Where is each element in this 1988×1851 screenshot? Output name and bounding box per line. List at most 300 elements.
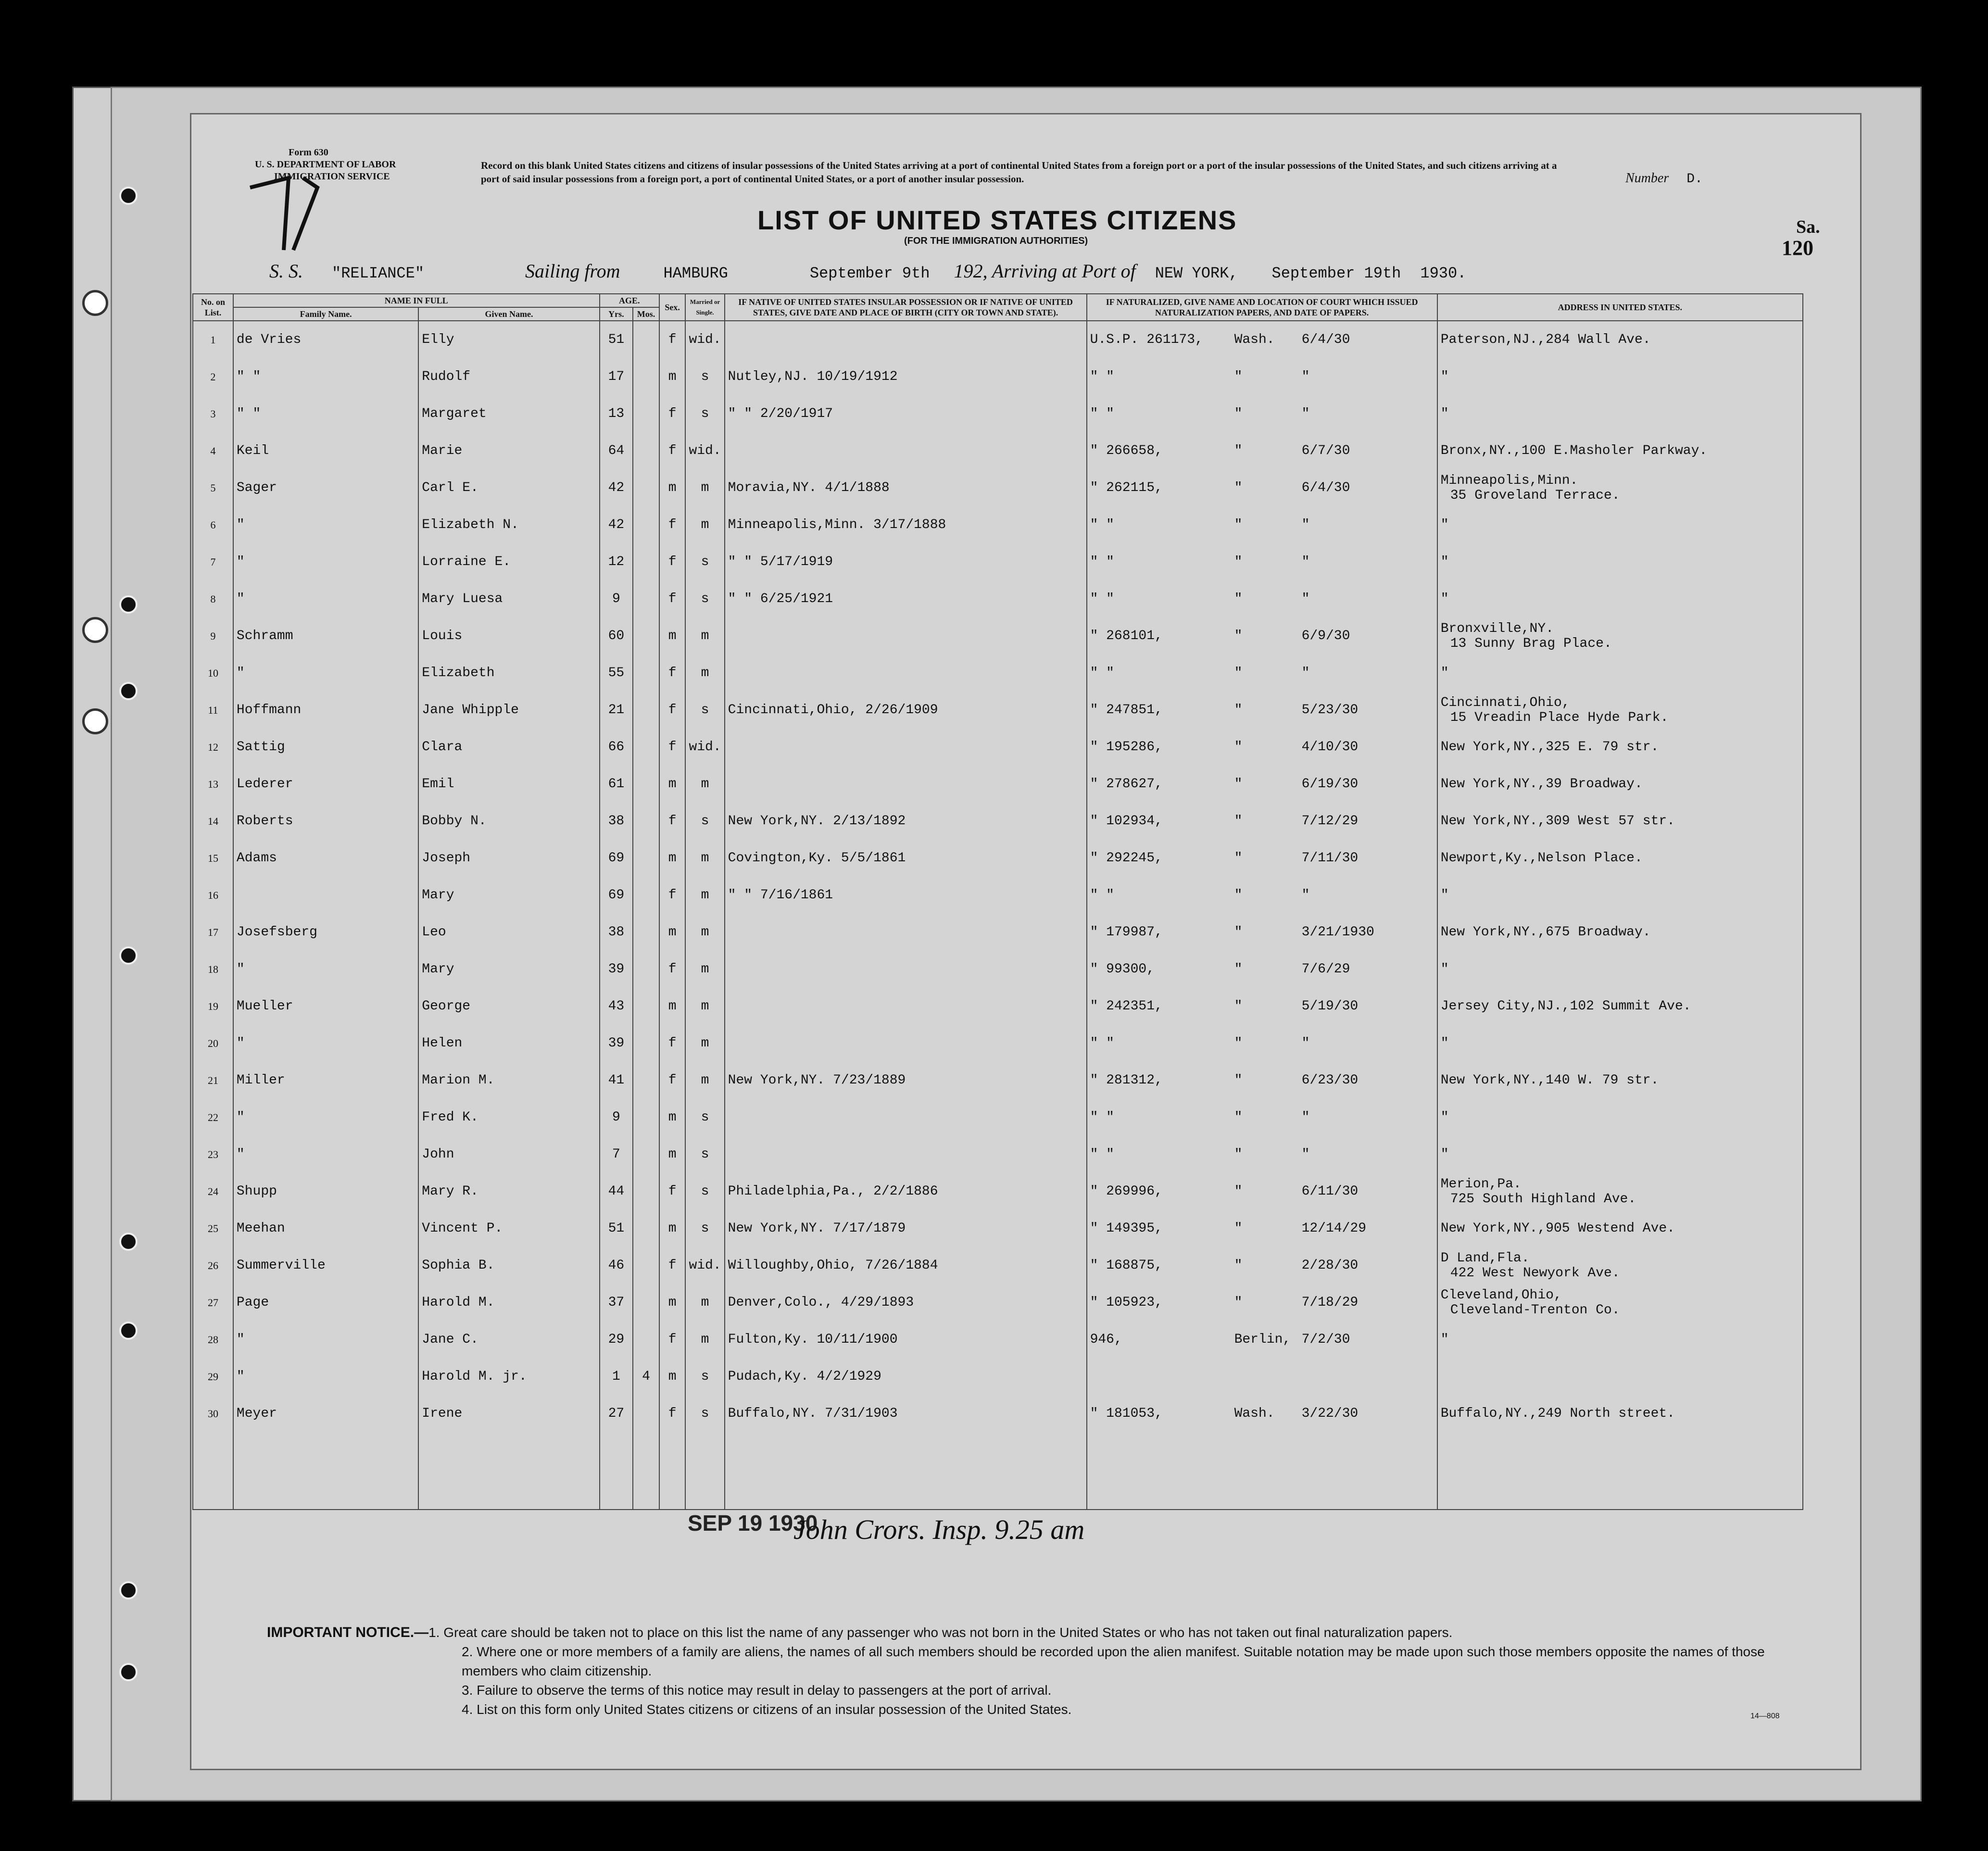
naturalization xyxy=(1087,432,1437,469)
to-port: NEW YORK, xyxy=(1155,264,1238,282)
birth-place-date: Willoughby,Ohio, 7/26/1884 xyxy=(725,1247,1087,1284)
us-address xyxy=(1437,1284,1803,1321)
nat-date: " xyxy=(1301,1110,1310,1125)
table-row xyxy=(193,321,1803,358)
table-row xyxy=(193,543,1803,580)
nat-no: " 262115, xyxy=(1090,480,1163,495)
naturalization xyxy=(1087,358,1437,395)
table-row xyxy=(193,951,1803,988)
nat-no: " " xyxy=(1090,666,1114,680)
binder-hole xyxy=(82,290,108,316)
age-months xyxy=(633,803,659,840)
family-name xyxy=(233,877,418,914)
number-value: D. xyxy=(1686,172,1703,187)
family-name: Sager xyxy=(233,469,418,506)
sex: m xyxy=(659,469,686,506)
naturalization xyxy=(1087,395,1437,432)
sex: m xyxy=(659,358,686,395)
us-address xyxy=(1437,655,1803,692)
age-months xyxy=(633,543,659,580)
family-name: Miller xyxy=(233,1062,418,1099)
signature-text: John Crors. Insp. 9.25 am xyxy=(793,1514,1085,1545)
table-row xyxy=(193,358,1803,395)
nat-court: " xyxy=(1234,1036,1243,1051)
given-name: Bobby N. xyxy=(418,803,599,840)
family-name: Hoffmann xyxy=(233,692,418,729)
us-address xyxy=(1437,803,1803,840)
nat-date: 12/14/29 xyxy=(1301,1221,1366,1236)
nat-court: " xyxy=(1234,740,1243,755)
given-name: Louis xyxy=(418,617,599,655)
table-row xyxy=(193,988,1803,1025)
address-line-1: " xyxy=(1440,666,1449,680)
nat-date: " xyxy=(1301,1147,1310,1162)
given-name: Helen xyxy=(418,1025,599,1062)
age-months xyxy=(633,432,659,469)
address-line-1: D Land,Fla. xyxy=(1440,1250,1530,1266)
age-months xyxy=(633,469,659,506)
given-name: Mary R. xyxy=(418,1173,599,1210)
row-number: 27 xyxy=(193,1284,233,1321)
blank-cell xyxy=(725,1432,1087,1510)
row-number: 18 xyxy=(193,951,233,988)
age-years: 46 xyxy=(600,1247,633,1284)
nat-date: 6/7/30 xyxy=(1301,443,1350,458)
age-years: 39 xyxy=(600,951,633,988)
us-address xyxy=(1437,543,1803,580)
table-row xyxy=(193,692,1803,729)
naturalization xyxy=(1087,729,1437,766)
arriving-label: , Arriving at Port of xyxy=(982,260,1136,282)
table-row xyxy=(193,1247,1803,1284)
family-name: Adams xyxy=(233,840,418,877)
sex: f xyxy=(659,506,686,543)
nat-date: 3/22/30 xyxy=(1301,1406,1359,1421)
nat-no: " 278627, xyxy=(1090,777,1163,792)
notice-item xyxy=(267,1642,1806,1681)
naturalization xyxy=(1087,506,1437,543)
nat-court: Wash. xyxy=(1234,332,1275,347)
nat-date: " xyxy=(1301,592,1310,606)
blank-row xyxy=(193,1432,1803,1510)
age-months xyxy=(633,1136,659,1173)
marital-status: s xyxy=(685,692,724,729)
family-name: de Vries xyxy=(233,321,418,358)
nat-court: " xyxy=(1234,443,1243,458)
table-row xyxy=(193,395,1803,432)
given-name: Mary Luesa xyxy=(418,580,599,617)
birth-place-date: " " 5/17/1919 xyxy=(725,543,1087,580)
age-months xyxy=(633,840,659,877)
us-address xyxy=(1437,840,1803,877)
nat-court: " xyxy=(1234,666,1243,680)
nat-date: 2/28/30 xyxy=(1301,1258,1359,1273)
important-notice xyxy=(267,1623,1806,1719)
given-name: Irene xyxy=(418,1395,599,1432)
birth-place-date: " " 7/16/1861 xyxy=(725,877,1087,914)
row-number: 2 xyxy=(193,358,233,395)
marital-status: wid. xyxy=(685,1247,724,1284)
age-months xyxy=(633,1099,659,1136)
family-name: Sattig xyxy=(233,729,418,766)
address-line-2: 15 Vreadin Place Hyde Park. xyxy=(1450,710,1669,725)
nat-court: " xyxy=(1234,406,1243,421)
table-row xyxy=(193,914,1803,951)
birth-place-date: Moravia,NY. 4/1/1888 xyxy=(725,469,1087,506)
address-line-1: Buffalo,NY.,249 North street. xyxy=(1440,1406,1675,1421)
address-line-1: " xyxy=(1440,888,1449,903)
us-address xyxy=(1437,1358,1803,1395)
birth-place-date: Minneapolis,Minn. 3/17/1888 xyxy=(725,506,1087,543)
nat-court: " xyxy=(1234,1147,1243,1162)
blank-cell xyxy=(418,1432,599,1510)
marital-status: wid. xyxy=(685,321,724,358)
address-line-1: Jersey City,NJ.,102 Summit Ave. xyxy=(1440,999,1691,1014)
address-line-1: " xyxy=(1440,369,1449,384)
nat-date: 6/9/30 xyxy=(1301,629,1350,643)
age-years: 69 xyxy=(600,840,633,877)
address-line-1: " xyxy=(1440,406,1449,421)
family-name: " xyxy=(233,580,418,617)
sex: m xyxy=(659,766,686,803)
nat-court: " xyxy=(1234,1258,1243,1273)
us-address xyxy=(1437,766,1803,803)
nat-court: " xyxy=(1234,554,1243,569)
us-address xyxy=(1437,951,1803,988)
table-row xyxy=(193,766,1803,803)
table-row xyxy=(193,803,1803,840)
table-row xyxy=(193,1210,1803,1247)
family-name: Roberts xyxy=(233,803,418,840)
sex: f xyxy=(659,655,686,692)
nat-date: 5/23/30 xyxy=(1301,703,1359,718)
given-name: Lorraine E. xyxy=(418,543,599,580)
sa-label: Sa. xyxy=(1796,217,1820,237)
nat-date: " xyxy=(1301,369,1310,384)
us-address xyxy=(1437,469,1803,506)
voyage-line xyxy=(269,260,1466,282)
table-row xyxy=(193,1025,1803,1062)
sex: f xyxy=(659,877,686,914)
family-name: Shupp xyxy=(233,1173,418,1210)
nat-court: " xyxy=(1234,851,1243,866)
table-row xyxy=(193,1062,1803,1099)
sex: f xyxy=(659,580,686,617)
sex: m xyxy=(659,1284,686,1321)
given-name: Emil xyxy=(418,766,599,803)
birth-place-date: New York,NY. 7/17/1879 xyxy=(725,1210,1087,1247)
marital-status: wid. xyxy=(685,729,724,766)
age-months xyxy=(633,1173,659,1210)
family-name: Schramm xyxy=(233,617,418,655)
given-name: Clara xyxy=(418,729,599,766)
family-name: " xyxy=(233,1136,418,1173)
age-years: 51 xyxy=(600,321,633,358)
family-name: Lederer xyxy=(233,766,418,803)
department: U. S. DEPARTMENT OF LABOR xyxy=(255,159,396,170)
print-code: 14—808 xyxy=(1750,1712,1780,1720)
birth-place-date: Denver,Colo., 4/29/1893 xyxy=(725,1284,1087,1321)
age-months xyxy=(633,506,659,543)
nat-court: " xyxy=(1234,925,1243,940)
address-line-2: 13 Sunny Brag Place. xyxy=(1450,636,1612,651)
age-years: 55 xyxy=(600,655,633,692)
form-number: Form 630 xyxy=(289,147,328,158)
row-number: 8 xyxy=(193,580,233,617)
age-months: 4 xyxy=(633,1358,659,1395)
marital-status: m xyxy=(685,766,724,803)
nat-no: " " xyxy=(1090,554,1114,569)
row-number: 22 xyxy=(193,1099,233,1136)
us-address xyxy=(1437,321,1803,358)
punch-hole xyxy=(119,1581,138,1599)
nat-no: " 247851, xyxy=(1090,703,1163,718)
row-number: 19 xyxy=(193,988,233,1025)
notice-item xyxy=(267,1700,1806,1719)
row-number: 15 xyxy=(193,840,233,877)
nat-court: " xyxy=(1234,888,1243,903)
row-number: 29 xyxy=(193,1358,233,1395)
age-months xyxy=(633,1247,659,1284)
col-sex: Sex. xyxy=(659,294,686,321)
row-number: 20 xyxy=(193,1025,233,1062)
given-name: Carl E. xyxy=(418,469,599,506)
us-address xyxy=(1437,692,1803,729)
age-months xyxy=(633,877,659,914)
address-line-1: Bronxville,NY. xyxy=(1440,621,1554,636)
punch-hole xyxy=(119,1663,138,1681)
naturalization xyxy=(1087,543,1437,580)
sex: m xyxy=(659,914,686,951)
age-years: 69 xyxy=(600,877,633,914)
address-line-1: " xyxy=(1440,1036,1449,1051)
table-row xyxy=(193,469,1803,506)
birth-place-date xyxy=(725,951,1087,988)
address-line-1: Minneapolis,Minn. xyxy=(1440,473,1578,488)
family-name: " xyxy=(233,1099,418,1136)
table-row xyxy=(193,506,1803,543)
naturalization xyxy=(1087,1099,1437,1136)
us-address xyxy=(1437,914,1803,951)
us-address xyxy=(1437,1025,1803,1062)
marital-status: s xyxy=(685,358,724,395)
binder-hole xyxy=(82,708,108,734)
sex: f xyxy=(659,1321,686,1358)
marital-status: s xyxy=(685,1358,724,1395)
naturalization xyxy=(1087,840,1437,877)
birth-place-date: New York,NY. 2/13/1892 xyxy=(725,803,1087,840)
binder-strip xyxy=(72,87,113,1801)
table-row xyxy=(193,877,1803,914)
nat-court: Wash. xyxy=(1234,1406,1275,1421)
nat-date: 6/4/30 xyxy=(1301,332,1350,347)
nat-date: 7/11/30 xyxy=(1301,851,1359,866)
birth-place-date: Cincinnati,Ohio, 2/26/1909 xyxy=(725,692,1087,729)
sex: f xyxy=(659,1395,686,1432)
family-name: Josefsberg xyxy=(233,914,418,951)
marital-status: m xyxy=(685,1321,724,1358)
table-row xyxy=(193,655,1803,692)
punch-hole xyxy=(119,187,138,205)
nat-no: 946, xyxy=(1090,1332,1122,1347)
age-years: 27 xyxy=(600,1395,633,1432)
nat-no: " " xyxy=(1090,1036,1114,1051)
us-address xyxy=(1437,358,1803,395)
nat-court: " xyxy=(1234,592,1243,606)
col-married: Married or Single. xyxy=(685,294,724,321)
arrival-date: September 19th xyxy=(1271,264,1401,282)
age-years: 12 xyxy=(600,543,633,580)
family-name: Meyer xyxy=(233,1395,418,1432)
nat-court: " xyxy=(1234,369,1243,384)
page-title: LIST OF UNITED STATES CITIZENS xyxy=(757,205,1237,235)
given-name: George xyxy=(418,988,599,1025)
sex: f xyxy=(659,1062,686,1099)
birth-place-date xyxy=(725,729,1087,766)
birth-place-date xyxy=(725,914,1087,951)
marital-status: wid. xyxy=(685,432,724,469)
nat-date: " xyxy=(1301,517,1310,532)
nat-no: " 179987, xyxy=(1090,925,1163,940)
row-number: 25 xyxy=(193,1210,233,1247)
naturalization xyxy=(1087,321,1437,358)
row-number: 12 xyxy=(193,729,233,766)
passenger-table xyxy=(192,293,1803,1510)
row-number: 9 xyxy=(193,617,233,655)
marital-status: m xyxy=(685,877,724,914)
row-number: 21 xyxy=(193,1062,233,1099)
sex: f xyxy=(659,1025,686,1062)
given-name: Sophia B. xyxy=(418,1247,599,1284)
age-years: 1 xyxy=(600,1358,633,1395)
family-name: Mueller xyxy=(233,988,418,1025)
notice-item-1: 1. Great care should be taken not to place on this list the name of any passenger who was not born in the United States or who has not taken out final naturalization papers. xyxy=(428,1625,1453,1640)
family-name: " xyxy=(233,1025,418,1062)
naturalization xyxy=(1087,655,1437,692)
given-name: Marion M. xyxy=(418,1062,599,1099)
age-years: 51 xyxy=(600,1210,633,1247)
us-address xyxy=(1437,1210,1803,1247)
us-address xyxy=(1437,1173,1803,1210)
age-months xyxy=(633,914,659,951)
family-name: " xyxy=(233,1321,418,1358)
naturalization xyxy=(1087,1284,1437,1321)
blank-cell xyxy=(1087,1432,1437,1510)
table-row xyxy=(193,432,1803,469)
us-address xyxy=(1437,1321,1803,1358)
age-months xyxy=(633,655,659,692)
naturalization xyxy=(1087,914,1437,951)
ship-name: "RELIANCE" xyxy=(332,264,425,282)
nat-no: " 181053, xyxy=(1090,1406,1163,1421)
table-row xyxy=(193,617,1803,655)
table-row xyxy=(193,580,1803,617)
age-years: 37 xyxy=(600,1284,633,1321)
notice-item xyxy=(267,1681,1806,1700)
age-months xyxy=(633,358,659,395)
row-number: 1 xyxy=(193,321,233,358)
age-months xyxy=(633,1062,659,1099)
marital-status: s xyxy=(685,1210,724,1247)
row-number: 16 xyxy=(193,877,233,914)
marital-status: s xyxy=(685,1173,724,1210)
nat-date: 7/18/29 xyxy=(1301,1295,1359,1310)
nat-court: " xyxy=(1234,999,1243,1014)
nat-no: " 292245, xyxy=(1090,851,1163,866)
sex: f xyxy=(659,321,686,358)
address-line-1: Merion,Pa. xyxy=(1440,1176,1522,1192)
blank-cell xyxy=(600,1432,633,1510)
nat-no: " 105923, xyxy=(1090,1295,1163,1310)
us-address xyxy=(1437,395,1803,432)
sex: f xyxy=(659,729,686,766)
us-address xyxy=(1437,729,1803,766)
nat-no: " " xyxy=(1090,888,1114,903)
col-mos: Mos. xyxy=(633,307,659,321)
row-number: 11 xyxy=(193,692,233,729)
notice-item-2: 2. Where one or more members of a family are aliens, the names of all such members should be recorded upon the alien manifest. Suitable notation may be made upon such those members opposite the names of those members who claim citizenship. xyxy=(462,1644,1765,1678)
age-years: 9 xyxy=(600,580,633,617)
marital-status: m xyxy=(685,506,724,543)
given-name: Elizabeth xyxy=(418,655,599,692)
us-address xyxy=(1437,580,1803,617)
age-years: 38 xyxy=(600,803,633,840)
nat-date: " xyxy=(1301,888,1310,903)
birth-place-date: Nutley,NJ. 10/19/1912 xyxy=(725,358,1087,395)
inspector-signature xyxy=(789,1505,1221,1558)
naturalization xyxy=(1087,988,1437,1025)
address-line-1: " xyxy=(1440,1332,1449,1347)
naturalization xyxy=(1087,1210,1437,1247)
naturalization xyxy=(1087,1358,1437,1395)
row-number: 23 xyxy=(193,1136,233,1173)
us-address xyxy=(1437,1062,1803,1099)
marital-status: m xyxy=(685,1284,724,1321)
sex: f xyxy=(659,1173,686,1210)
family-name: " xyxy=(233,543,418,580)
address-line-1: " xyxy=(1440,517,1449,532)
nat-date: " xyxy=(1301,554,1310,569)
address-line-2: 725 South Highland Ave. xyxy=(1450,1191,1636,1207)
address-line-1: " xyxy=(1440,554,1449,569)
row-number: 13 xyxy=(193,766,233,803)
family-name: Summerville xyxy=(233,1247,418,1284)
naturalization xyxy=(1087,766,1437,803)
sex: f xyxy=(659,803,686,840)
nat-court: " xyxy=(1234,1221,1243,1236)
col-age: AGE. xyxy=(600,294,659,307)
nat-no: " 242351, xyxy=(1090,999,1163,1014)
nat-date: 4/10/30 xyxy=(1301,740,1359,755)
age-years: 64 xyxy=(600,432,633,469)
age-months xyxy=(633,395,659,432)
birth-place-date xyxy=(725,655,1087,692)
age-years: 60 xyxy=(600,617,633,655)
sex: m xyxy=(659,1210,686,1247)
number-label: Number xyxy=(1625,171,1669,186)
nat-date: 7/12/29 xyxy=(1301,814,1359,829)
row-number: 7 xyxy=(193,543,233,580)
address-line-1: New York,NY.,309 West 57 str. xyxy=(1440,814,1675,829)
address-line-2: 35 Groveland Terrace. xyxy=(1450,488,1620,503)
address-line-1: " xyxy=(1440,592,1449,606)
naturalization xyxy=(1087,1247,1437,1284)
punch-hole xyxy=(119,946,138,965)
col-address: ADDRESS IN UNITED STATES. xyxy=(1437,294,1803,321)
us-address xyxy=(1437,1136,1803,1173)
birth-place-date: Pudach,Ky. 4/2/1929 xyxy=(725,1358,1087,1395)
nat-no: " 195286, xyxy=(1090,740,1163,755)
